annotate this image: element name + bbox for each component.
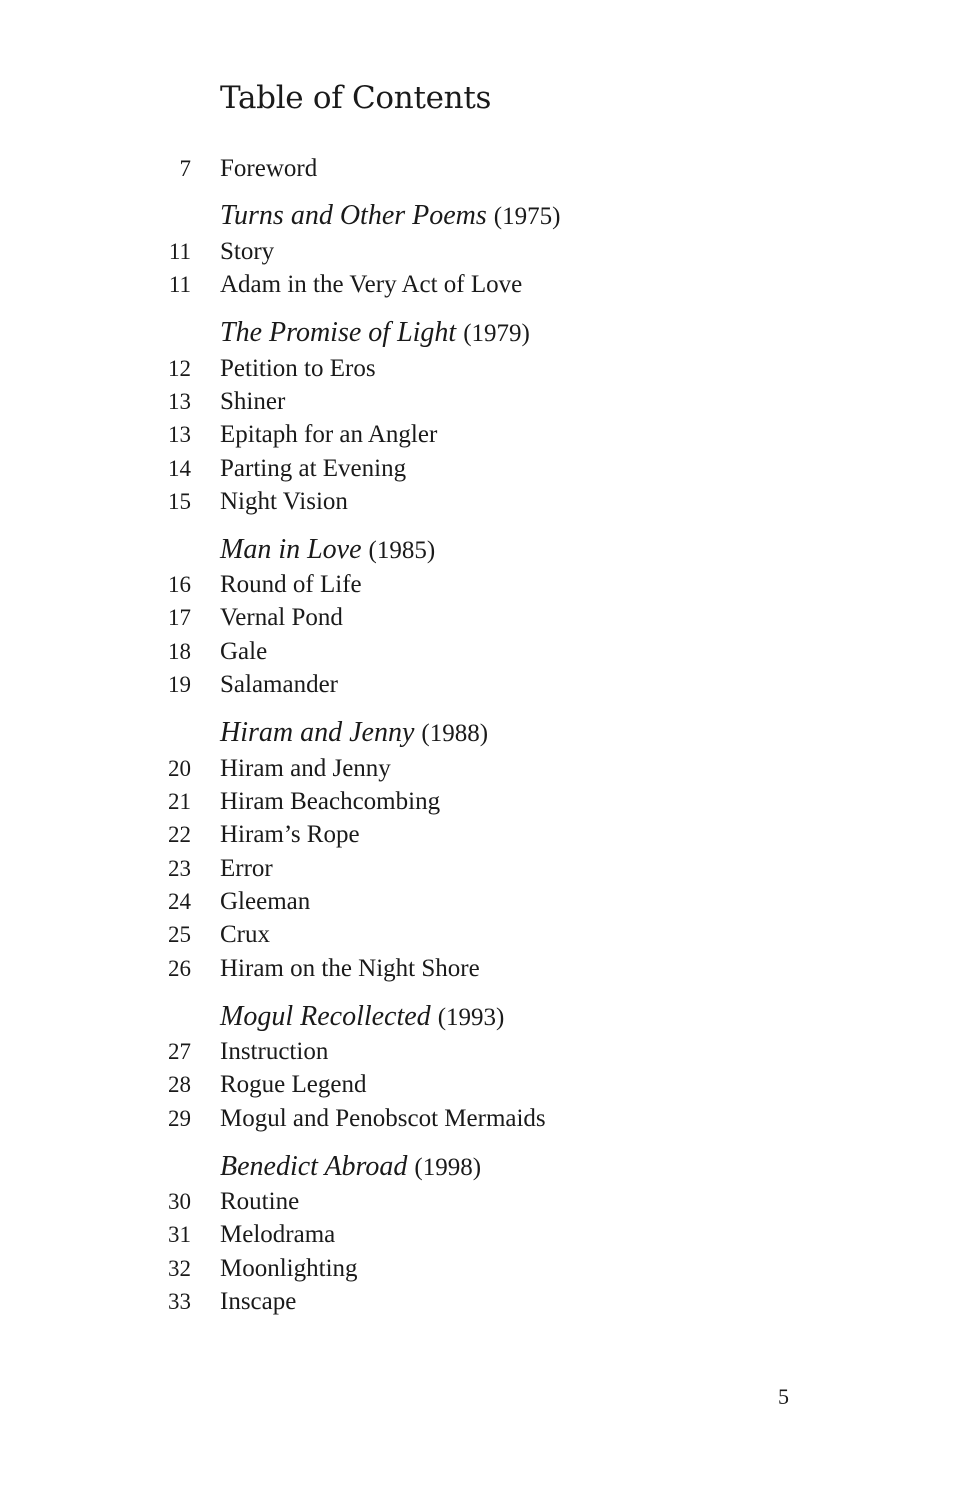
toc-page-number: 30 — [168, 1189, 191, 1214]
toc-page-number: 11 — [168, 239, 191, 264]
toc-entry[interactable] — [0, 452, 953, 486]
page-number: 5 — [778, 1384, 789, 1409]
toc-entry-title: Gale — [220, 638, 268, 665]
section-year: (1988) — [421, 720, 489, 747]
toc-entry-title: Shiner — [220, 388, 286, 415]
toc-page-number: 13 — [168, 389, 191, 414]
toc-entry-title: Hiram’s Rope — [220, 821, 360, 848]
toc-page-number: 20 — [168, 756, 191, 781]
toc-page-number: 29 — [168, 1106, 191, 1131]
section-year: (1998) — [414, 1154, 482, 1181]
toc-entry[interactable] — [0, 785, 953, 819]
section-year: (1993) — [437, 1004, 505, 1031]
section-book-title: Benedict Abroad — [220, 1151, 408, 1182]
section-heading — [220, 196, 560, 236]
toc-entry-title: Instruction — [220, 1038, 329, 1065]
toc-entry[interactable] — [0, 268, 953, 302]
toc-page-number: 17 — [168, 605, 191, 630]
toc-entry-title: Vernal Pond — [220, 604, 343, 631]
toc-entry-title: Melodrama — [220, 1221, 336, 1248]
toc-entry-title: Adam in the Very Act of Love — [220, 271, 523, 298]
toc-entry[interactable] — [0, 485, 953, 519]
toc-entry-title: Night Vision — [220, 488, 348, 515]
toc-page-number: 28 — [168, 1072, 191, 1097]
section-year: (1985) — [368, 537, 436, 564]
toc-entry-title: Moonlighting — [220, 1255, 358, 1282]
toc-entry-title: Gleeman — [220, 888, 311, 915]
section-heading — [220, 1147, 481, 1187]
toc-entry[interactable] — [0, 235, 953, 269]
section-heading — [220, 530, 435, 570]
toc-entry[interactable] — [0, 1102, 953, 1136]
toc-page-number: 23 — [168, 856, 191, 881]
toc-entry[interactable] — [0, 1218, 953, 1252]
toc-entry[interactable] — [0, 352, 953, 386]
section-book-title: Hiram and Jenny — [220, 717, 415, 748]
toc-page-number: 7 — [179, 156, 191, 181]
toc-page-number: 27 — [168, 1039, 191, 1064]
toc-page-number: 14 — [168, 456, 191, 481]
toc-entry[interactable] — [0, 918, 953, 952]
toc-entry[interactable] — [0, 668, 953, 702]
toc-entry[interactable] — [0, 818, 953, 852]
toc-entry-title: Petition to Eros — [220, 355, 376, 382]
section-year: (1975) — [493, 203, 561, 230]
section-heading — [220, 313, 530, 353]
toc-entry[interactable] — [0, 752, 953, 786]
toc-entry-title: Parting at Evening — [220, 455, 407, 482]
toc-entry-title: Round of Life — [220, 571, 362, 598]
toc-page-number: 11 — [168, 272, 191, 297]
toc-page-number: 16 — [168, 572, 191, 597]
toc-entry-title: Rogue Legend — [220, 1071, 367, 1098]
toc-entry-title: Crux — [220, 921, 270, 948]
toc-entry[interactable] — [0, 1285, 953, 1319]
toc-entry[interactable] — [0, 601, 953, 635]
toc-page-number: 25 — [168, 922, 191, 947]
toc-entry-title: Error — [220, 855, 273, 882]
toc-page-number: 15 — [168, 489, 191, 514]
section-heading — [220, 997, 504, 1037]
toc-entry-title: Story — [220, 238, 275, 265]
toc-entry-title: Foreword — [220, 155, 318, 182]
toc-entry-title: Epitaph for an Angler — [220, 421, 438, 448]
toc-page-number: 33 — [168, 1289, 191, 1314]
section-book-title: Turns and Other Poems — [220, 200, 487, 231]
toc-entry-title: Hiram Beachcombing — [220, 788, 441, 815]
toc-entry-title: Routine — [220, 1188, 300, 1215]
toc-page-number: 26 — [168, 956, 191, 981]
toc-entry-title: Hiram on the Night Shore — [220, 955, 480, 982]
toc-entry[interactable] — [0, 1035, 953, 1069]
toc-entry[interactable] — [0, 1252, 953, 1286]
toc-page-number: 24 — [168, 889, 191, 914]
toc-entry[interactable] — [0, 385, 953, 419]
toc-page-number: 31 — [168, 1222, 191, 1247]
toc-entry-title: Inscape — [220, 1288, 297, 1315]
toc-entry-title: Salamander — [220, 671, 339, 698]
toc-entry[interactable] — [0, 635, 953, 669]
toc-entry[interactable] — [0, 1185, 953, 1219]
toc-page-number: 21 — [168, 789, 191, 814]
toc-entry[interactable] — [0, 885, 953, 919]
toc-entry-foreword[interactable] — [0, 152, 953, 186]
toc-entry[interactable] — [0, 418, 953, 452]
toc-entry-title: Hiram and Jenny — [220, 755, 391, 782]
section-book-title: Mogul Recollected — [220, 1001, 431, 1032]
toc-page-number: 32 — [168, 1256, 191, 1281]
toc-page-number: 18 — [168, 639, 191, 664]
toc-page-number: 19 — [168, 672, 191, 697]
toc-entry-title: Mogul and Penobscot Mermaids — [220, 1105, 546, 1132]
toc-entry[interactable] — [0, 952, 953, 986]
section-book-title: The Promise of Light — [220, 317, 457, 348]
toc-entry[interactable] — [0, 568, 953, 602]
section-year: (1979) — [463, 320, 530, 347]
toc-page-number: 22 — [168, 822, 191, 847]
toc-entry[interactable] — [0, 1068, 953, 1102]
toc-page-number: 13 — [168, 422, 191, 447]
section-heading — [220, 713, 488, 753]
toc-page-number: 12 — [168, 356, 191, 381]
page-title: Table of Contents — [220, 80, 492, 116]
section-book-title: Man in Love — [220, 534, 362, 565]
toc-entry[interactable] — [0, 852, 953, 886]
